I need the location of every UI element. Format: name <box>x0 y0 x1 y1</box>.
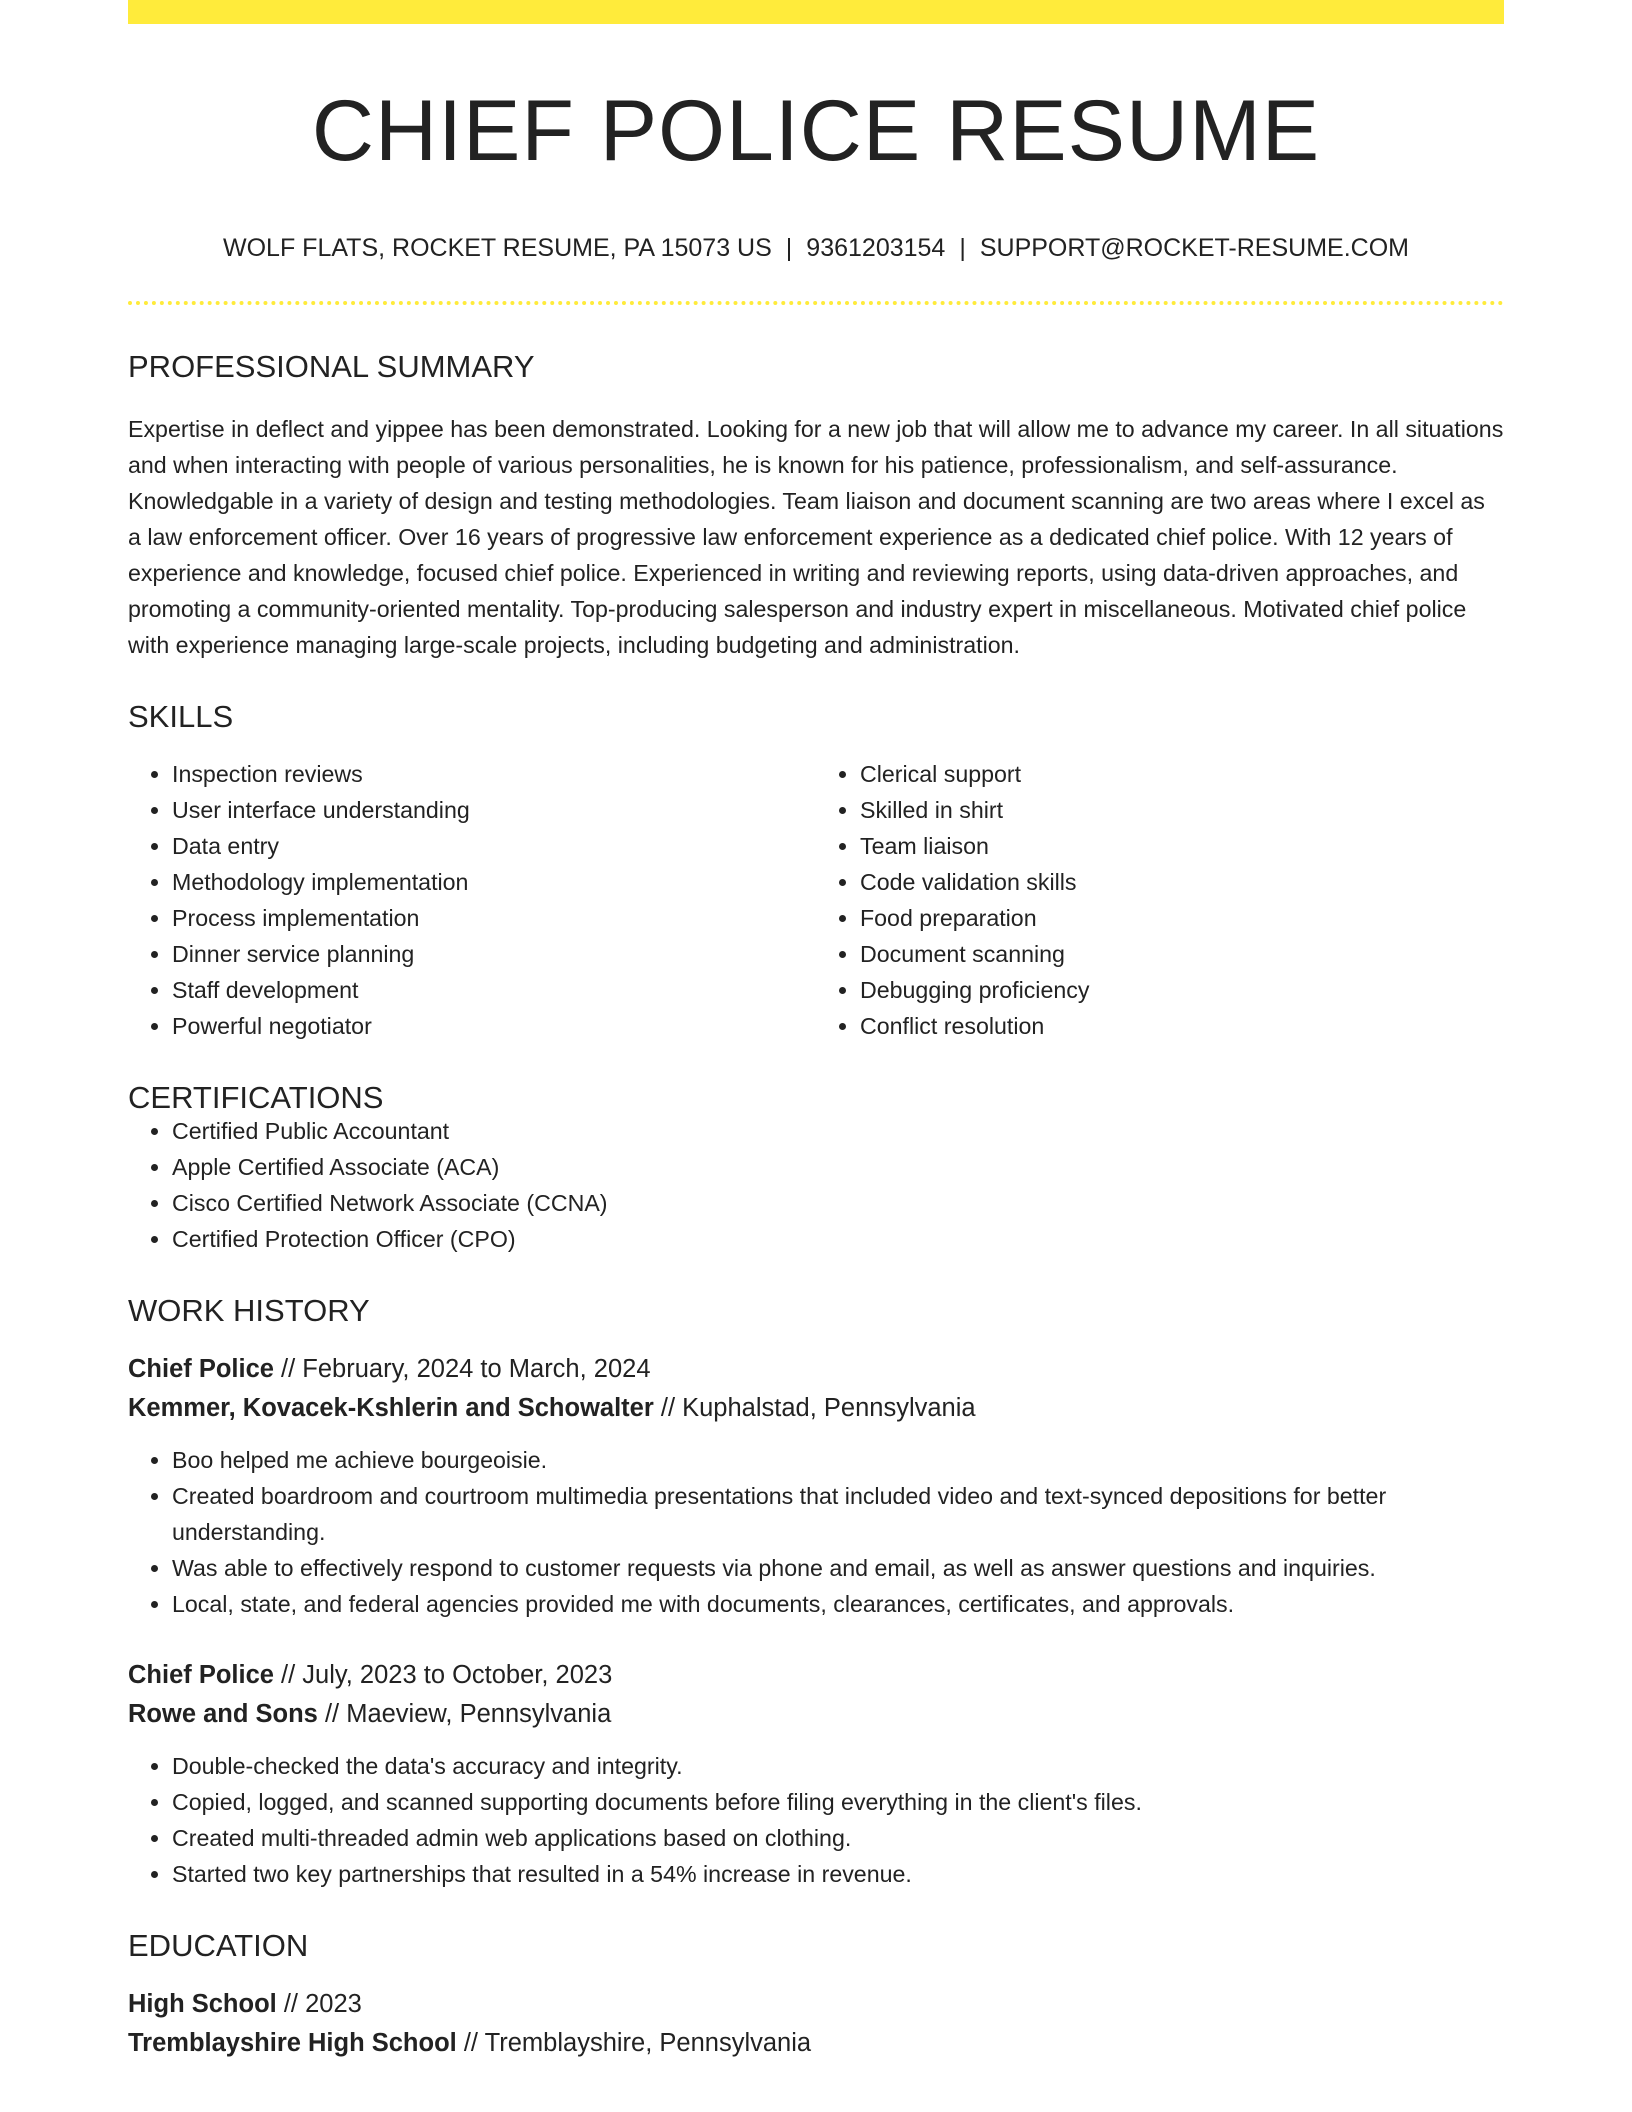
certification-item: • Apple Certified Associate (ACA) <box>172 1149 1504 1185</box>
skills-heading: SKILLS <box>128 699 234 734</box>
job-bullet: • Created multi-threaded admin web applications based on clothing. <box>172 1820 1504 1856</box>
contact-email: SUPPORT@ROCKET-RESUME.COM <box>979 234 1409 262</box>
job-title: Chief Police <box>128 1661 274 1689</box>
education-heading: EDUCATION <box>128 1928 309 1963</box>
job-bullet: • Copied, logged, and scanned supporting documents before filing everything in the client's files. <box>172 1784 1504 1820</box>
skill-item: • Skilled in shirt <box>860 792 1504 828</box>
job-location: // Kuphalstad, Pennsylvania <box>653 1394 976 1422</box>
skill-item: • Inspection reviews <box>172 756 816 792</box>
skill-item: • Document scanning <box>860 936 1504 972</box>
skills-list-left <box>128 756 816 1044</box>
certification-item: • Certified Protection Officer (CPO) <box>172 1221 1504 1257</box>
certifications-heading: CERTIFICATIONS <box>128 1080 384 1115</box>
job-bullet: • Local, state, and federal agencies provided me with documents, clearances, certificates, and approvals. <box>172 1586 1504 1622</box>
job-bullet: • Started two key partnerships that resulted in a 54% increase in revenue. <box>172 1856 1504 1892</box>
education-degree-line <box>128 1985 1504 2024</box>
work-history-heading: WORK HISTORY <box>128 1293 370 1328</box>
dotted-divider <box>128 301 1504 305</box>
job-title-line <box>128 1656 1504 1695</box>
job-bullets <box>128 1748 1504 1892</box>
contact-separator: | <box>959 234 966 262</box>
education-entry <box>128 1985 1504 2063</box>
job-company-line <box>128 1389 1504 1428</box>
job-company: Rowe and Sons <box>128 1700 318 1728</box>
summary-heading: PROFESSIONAL SUMMARY <box>128 349 535 384</box>
job-company: Kemmer, Kovacek-Kshlerin and Schowalter <box>128 1394 654 1422</box>
summary-text: Expertise in deflect and yippee has been demonstrated. Looking for a new job that will allow me to advance my career. In all situations and when interacting with people of various personalities, he is known for his patience, professionalism, and self-assurance. Knowledgable in a variety of design and testing methodologies. Team liaison and document scanning are two areas where I excel as a law enforcement officer. Over 16 years of progressive law enforcement experience as a dedicated chief police. With 12 years of experience and knowledge, focused chief police. Experienced in writing and reviewing reports, using data-driven approaches, and promoting a community-oriented mentality. Top-producing salesperson and industry expert in miscellaneous. Motivated chief police with experience managing large-scale projects, including budgeting and administration. <box>128 416 1504 658</box>
skill-item: • Food preparation <box>860 900 1504 936</box>
skill-item: • Staff development <box>172 972 816 1008</box>
skill-item: • Methodology implementation <box>172 864 816 900</box>
job-bullet: • Was able to effectively respond to customer requests via phone and email, as well as answer questions and inquiries. <box>172 1550 1504 1586</box>
contact-separator: | <box>785 234 793 262</box>
skill-item: • Conflict resolution <box>860 1008 1504 1044</box>
contact-line <box>128 236 1504 261</box>
certification-item: • Certified Public Accountant <box>172 1113 1504 1149</box>
job-entry <box>128 1350 1504 1622</box>
education-school-line <box>128 2024 1504 2063</box>
skill-item: • Dinner service planning <box>172 936 816 972</box>
education-degree: High School <box>128 1990 277 2018</box>
certifications-list <box>128 1113 1504 1257</box>
job-title-line <box>128 1350 1504 1389</box>
job-bullet: • Boo helped me achieve bourgeoisie. <box>172 1442 1504 1478</box>
education-school: Tremblayshire High School <box>128 2029 457 2057</box>
resume-title: CHIEF POLICE RESUME <box>311 83 1321 179</box>
education-location: // Tremblayshire, Pennsylvania <box>456 2029 812 2057</box>
skill-item: • User interface understanding <box>172 792 816 828</box>
job-bullet: • Double-checked the data's accuracy and integrity. <box>172 1748 1504 1784</box>
resume-page <box>128 0 1504 2063</box>
skills-list-right <box>816 756 1504 1044</box>
job-dates: // July, 2023 to October, 2023 <box>273 1661 613 1689</box>
job-location: // Maeview, Pennsylvania <box>317 1700 612 1728</box>
skill-item: • Team liaison <box>860 828 1504 864</box>
job-company-line <box>128 1695 1504 1734</box>
education-year: // 2023 <box>276 1990 362 2018</box>
certification-item: • Cisco Certified Network Associate (CCNA) <box>172 1185 1504 1221</box>
job-bullets <box>128 1442 1504 1622</box>
job-dates: // February, 2024 to March, 2024 <box>273 1355 651 1383</box>
skill-item: • Data entry <box>172 828 816 864</box>
top-accent-bar <box>128 0 1504 24</box>
skill-item: • Code validation skills <box>860 864 1504 900</box>
skill-item: • Clerical support <box>860 756 1504 792</box>
contact-phone: 9361203154 <box>806 234 946 262</box>
skill-item: • Debugging proficiency <box>860 972 1504 1008</box>
skill-item: • Process implementation <box>172 900 816 936</box>
skills-grid <box>128 756 1504 1044</box>
skill-item: • Powerful negotiator <box>172 1008 816 1044</box>
job-bullet: • Created boardroom and courtroom multimedia presentations that included video and text-synced depositions for better understanding. <box>172 1478 1504 1550</box>
job-entry <box>128 1656 1504 1892</box>
contact-address: WOLF FLATS, ROCKET RESUME, PA 15073 US <box>223 234 772 262</box>
job-title: Chief Police <box>128 1355 274 1383</box>
